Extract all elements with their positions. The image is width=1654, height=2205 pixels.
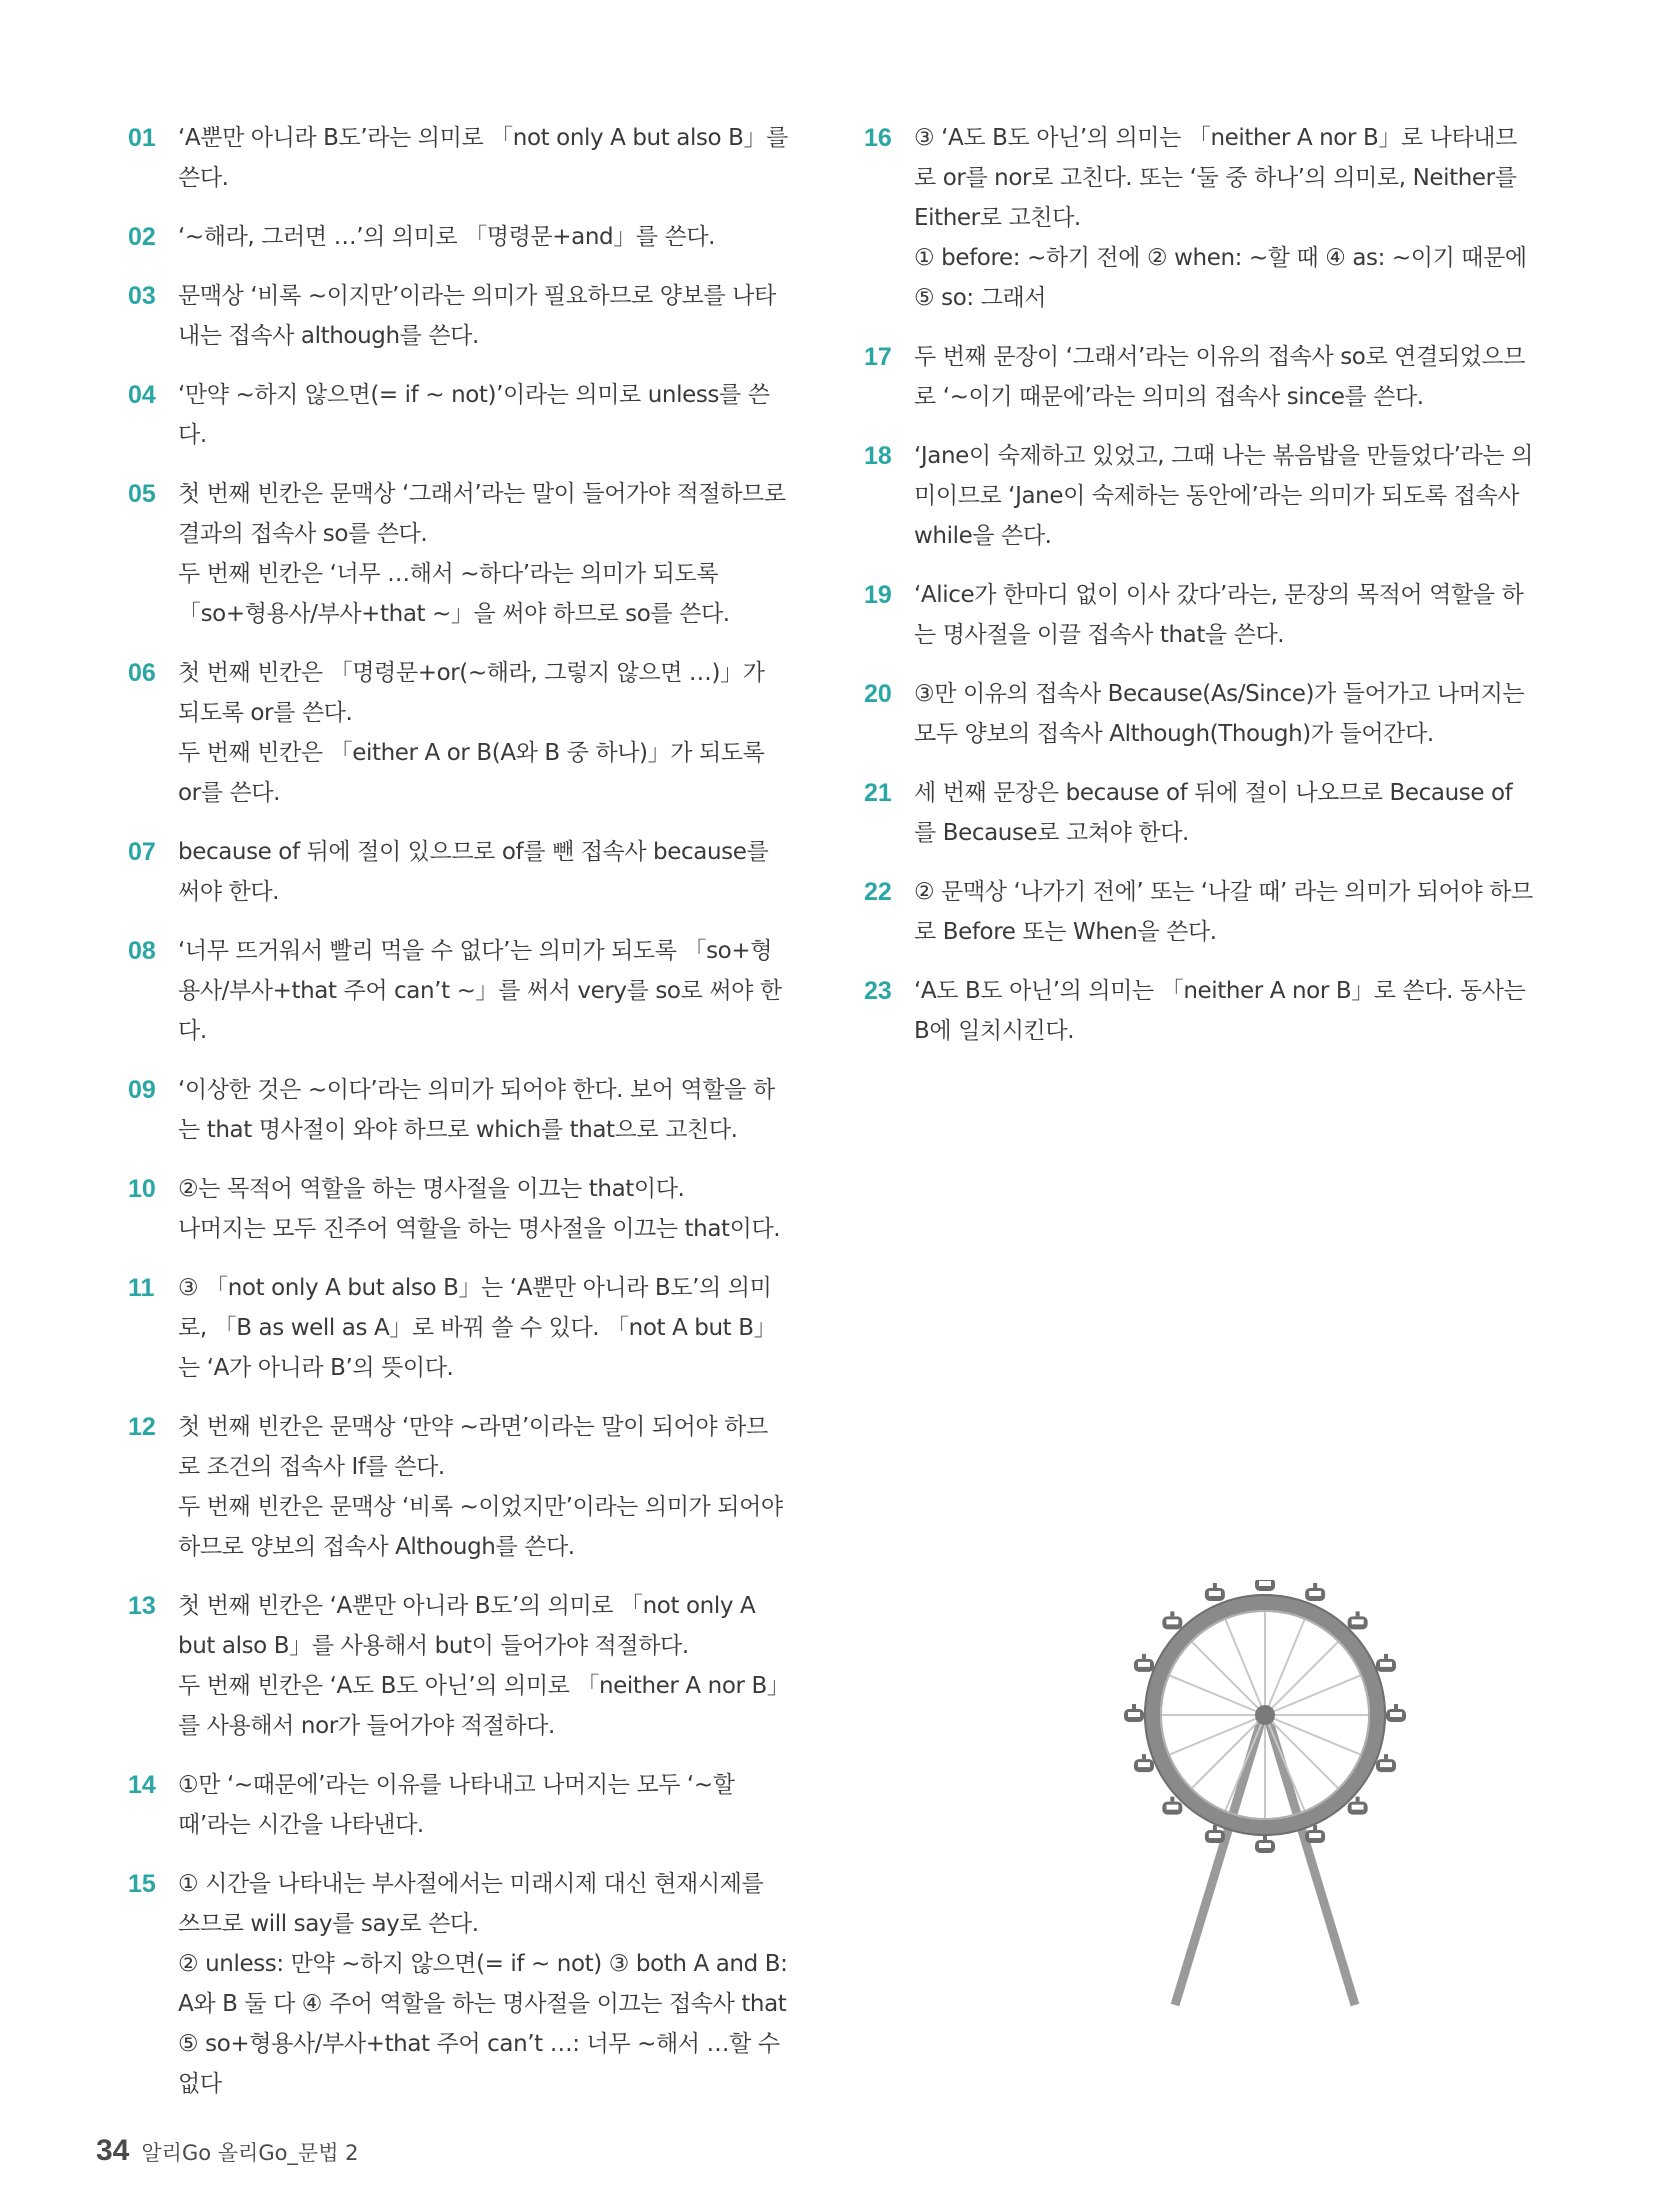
answer-item <box>128 217 788 257</box>
explanation-paragraph: ‘Alice가 한마디 없이 이사 갔다’라는, 문장의 목적어 역할을 하는 명사절을 이끌 접속사 that을 쓴다. <box>914 582 1524 648</box>
answer-item <box>128 1765 788 1845</box>
answer-explanation <box>914 575 1534 655</box>
explanation-paragraph: ② 문맥상 ‘나가기 전에’ 또는 ‘나갈 때’ 라는 의미가 되어야 하므로 Before 또는 When을 쓴다. <box>914 879 1533 945</box>
explanation-paragraph: ① 시간을 나타내는 부사절에서는 미래시제 대신 현재시제를 쓰므로 will say를 say로 쓴다. <box>178 1871 764 1937</box>
answer-item <box>128 276 788 356</box>
wheel-cabin <box>1134 1654 1154 1672</box>
answer-explanation <box>914 872 1534 952</box>
wheel-cabin <box>1134 1754 1154 1772</box>
wheel-cabin <box>1386 1704 1406 1722</box>
answer-explanation <box>178 1070 788 1150</box>
answer-explanation <box>178 1268 788 1388</box>
answer-explanation <box>178 832 788 912</box>
answer-number: 03 <box>128 282 156 310</box>
answer-explanation <box>178 1407 788 1567</box>
explanation-paragraph: ③ 「not only A but also B」는 ‘A뿐만 아니라 B도’의 의미로, 「B as well as A」로 바꿔 쓸 수 있다. 「not A but B」는 ‘A가 아니라 B’의 뜻이다. <box>178 1275 777 1381</box>
answer-number: 10 <box>128 1175 156 1203</box>
answer-item <box>128 1169 788 1249</box>
answer-number: 16 <box>864 124 892 152</box>
explanation-paragraph: 두 번째 빈칸은 ‘너무 …해서 ~하다’라는 의미가 되도록 「so+형용사/부사+that ~」을 써야 하므로 so를 쓴다. <box>178 561 730 627</box>
answer-number: 13 <box>128 1592 156 1620</box>
answer-explanation <box>178 653 788 813</box>
answer-item <box>864 337 1534 417</box>
wheel-cabin <box>1305 1583 1325 1601</box>
explanation-paragraph: ③ ‘A도 B도 아닌’의 의미는 「neither A nor B」로 나타내므로 or를 nor로 고친다. 또는 ‘둘 중 하나’의 의미로, Neither를 Either로 고친다. <box>914 125 1517 231</box>
wheel-cabin <box>1376 1654 1396 1672</box>
page-number: 34 <box>96 2134 130 2167</box>
answer-explanation <box>914 337 1534 417</box>
answer-item <box>128 118 788 198</box>
answer-number: 01 <box>128 124 156 152</box>
answer-number: 15 <box>128 1870 156 1898</box>
answer-explanation <box>914 674 1534 754</box>
answer-number: 20 <box>864 680 892 708</box>
answer-number: 22 <box>864 878 892 906</box>
answer-item <box>864 575 1534 655</box>
answer-number: 04 <box>128 381 156 409</box>
wheel-cabin <box>1124 1704 1144 1722</box>
explanation-paragraph: 문맥상 ‘비록 ~이지만’이라는 의미가 필요하므로 양보를 나타내는 접속사 although를 쓴다. <box>178 283 776 349</box>
explanation-paragraph: ‘A도 B도 아닌’의 의미는 「neither A nor B」로 쓴다. 동사는 B에 일치시킨다. <box>914 978 1526 1044</box>
wheel-spoke <box>1191 1641 1265 1715</box>
answer-number: 21 <box>864 779 892 807</box>
answer-item <box>128 1268 788 1388</box>
answer-item <box>128 931 788 1051</box>
explanation-paragraph: 세 번째 문장은 because of 뒤에 절이 나오므로 Because of를 Because로 고쳐야 한다. <box>914 780 1513 846</box>
answer-explanation <box>914 118 1534 318</box>
explanation-paragraph: ‘만약 ~하지 않으면(= if ~ not)’이라는 의미로 unless를 쓴다. <box>178 382 770 448</box>
answer-item <box>128 653 788 813</box>
answer-explanation <box>178 1765 788 1845</box>
book-title: 알리Go 올리Go_문법 2 <box>141 2141 359 2165</box>
wheel-cabin <box>1255 1835 1275 1853</box>
answer-item <box>128 1070 788 1150</box>
explanation-paragraph: ① before: ~하기 전에 ② when: ~할 때 ④ as: ~이기 때문에 ⑤ so: 그래서 <box>914 245 1527 311</box>
explanation-paragraph: 나머지는 모두 진주어 역할을 하는 명사절을 이끄는 that이다. <box>178 1216 781 1242</box>
explanation-paragraph: 첫 번째 빈칸은 ‘A뿐만 아니라 B도’의 의미로 「not only A but also B」를 사용해서 but이 들어가야 적절하다. <box>178 1593 756 1659</box>
explanation-paragraph: 첫 번째 빈칸은 문맥상 ‘만약 ~라면’이라는 말이 되어야 하므로 조건의 접속사 If를 쓴다. <box>178 1414 768 1480</box>
explanation-paragraph: ③만 이유의 접속사 Because(As/Since)가 들어가고 나머지는 모두 양보의 접속사 Although(Though)가 들어간다. <box>914 681 1525 747</box>
answer-item <box>128 1864 788 2104</box>
explanation-paragraph: ‘이상한 것은 ~이다’라는 의미가 되어야 한다. 보어 역할을 하는 that 명사절이 와야 하므로 which를 that으로 고친다. <box>178 1077 775 1143</box>
answer-explanation <box>178 931 788 1051</box>
answer-explanation <box>178 1586 788 1746</box>
page-footer <box>96 2134 359 2168</box>
explanation-paragraph: ‘너무 뜨거워서 빨리 먹을 수 없다’는 의미가 되도록 「so+형용사/부사+that 주어 can’t ~」를 써서 very를 so로 써야 한다. <box>178 938 782 1044</box>
answer-number: 05 <box>128 480 156 508</box>
answer-number: 19 <box>864 581 892 609</box>
answer-explanation <box>178 276 788 356</box>
answer-number: 14 <box>128 1771 156 1799</box>
answer-explanation <box>178 474 788 634</box>
answer-explanation <box>914 773 1534 853</box>
answer-item <box>128 1407 788 1567</box>
answer-explanation <box>178 1864 788 2104</box>
answer-explanation <box>178 118 788 198</box>
answer-item <box>128 474 788 634</box>
explanation-paragraph: 두 번째 빈칸은 「either A or B(A와 B 중 하나)」가 되도록 or를 쓴다. <box>178 740 765 806</box>
answer-number: 18 <box>864 442 892 470</box>
explanation-paragraph: ‘Jane이 숙제하고 있었고, 그때 나는 볶음밥을 만들었다’라는 의미이므로 ‘Jane이 숙제하는 동안에’라는 의미가 되도록 접속사 while을 쓴다. <box>914 443 1533 549</box>
wheel-cabin <box>1205 1583 1225 1601</box>
explanation-paragraph: because of 뒤에 절이 있으므로 of를 뺀 접속사 because를 써야 한다. <box>178 839 769 905</box>
answer-item <box>864 674 1534 754</box>
wheel-cabin <box>1348 1611 1368 1629</box>
explanation-paragraph: 첫 번째 빈칸은 문맥상 ‘그래서’라는 말이 들어가야 적절하므로 결과의 접속사 so를 쓴다. <box>178 481 786 547</box>
answer-item <box>864 773 1534 853</box>
explanation-paragraph: ‘~해라, 그러면 …’의 의미로 「명령문+and」를 쓴다. <box>178 224 716 250</box>
answer-explanation <box>178 1169 788 1249</box>
answer-column-right <box>864 118 1534 1070</box>
wheel-cabin <box>1162 1611 1182 1629</box>
explanation-paragraph: 첫 번째 빈칸은 「명령문+or(~해라, 그렇지 않으면 …)」가 되도록 or를 쓴다. <box>178 660 765 726</box>
answer-explanation <box>178 375 788 455</box>
answer-item <box>864 872 1534 952</box>
answer-item <box>128 1586 788 1746</box>
answer-number: 06 <box>128 659 156 687</box>
answer-explanation <box>178 217 788 257</box>
explanation-paragraph: 두 번째 문장이 ‘그래서’라는 이유의 접속사 so로 연결되었으므로 ‘~이기 때문에’라는 의미의 접속사 since를 쓴다. <box>914 344 1526 410</box>
explanation-paragraph: 두 번째 빈칸은 문맥상 ‘비록 ~이었지만’이라는 의미가 되어야 하므로 양보의 접속사 Although를 쓴다. <box>178 1494 783 1560</box>
ferris-wheel-icon <box>1100 1580 1430 2010</box>
answer-number: 07 <box>128 838 156 866</box>
answer-item <box>864 436 1534 556</box>
explanation-paragraph: ②는 목적어 역할을 하는 명사절을 이끄는 that이다. <box>178 1176 685 1202</box>
answer-number: 17 <box>864 343 892 371</box>
wheel-spoke <box>1265 1641 1339 1715</box>
wheel-cabin <box>1376 1754 1396 1772</box>
answer-item <box>128 832 788 912</box>
answer-number: 08 <box>128 937 156 965</box>
answer-number: 11 <box>128 1274 155 1302</box>
answer-item <box>864 118 1534 318</box>
wheel-cabin <box>1255 1580 1275 1591</box>
answer-number: 09 <box>128 1076 156 1104</box>
answer-explanation <box>914 971 1534 1051</box>
explanation-paragraph: ①만 ‘~때문에’라는 이유를 나타내고 나머지는 모두 ‘~할 때’라는 시간을 나타낸다. <box>178 1772 735 1838</box>
answer-explanation <box>914 436 1534 556</box>
answer-item <box>864 971 1534 1051</box>
explanation-paragraph: ② unless: 만약 ~하지 않으면(= if ~ not) ③ both A and B: A와 B 둘 다 ④ 주어 역할을 하는 명사절을 이끄는 접속사 that ⑤ so+형용사/부사+that 주어 can’t …: 너무 ~해서 …할 수 없다 <box>178 1951 788 2097</box>
explanation-paragraph: ‘A뿐만 아니라 B도’라는 의미로 「not only A but also B」를 쓴다. <box>178 125 788 191</box>
answer-column-left <box>128 118 788 2123</box>
answer-item <box>128 375 788 455</box>
answer-number: 12 <box>128 1413 156 1441</box>
answer-number: 02 <box>128 223 156 251</box>
answer-number: 23 <box>864 977 892 1005</box>
explanation-paragraph: 두 번째 빈칸은 ‘A도 B도 아닌’의 의미로 「neither A nor B」를 사용해서 nor가 들어가야 적절하다. <box>178 1673 778 1739</box>
